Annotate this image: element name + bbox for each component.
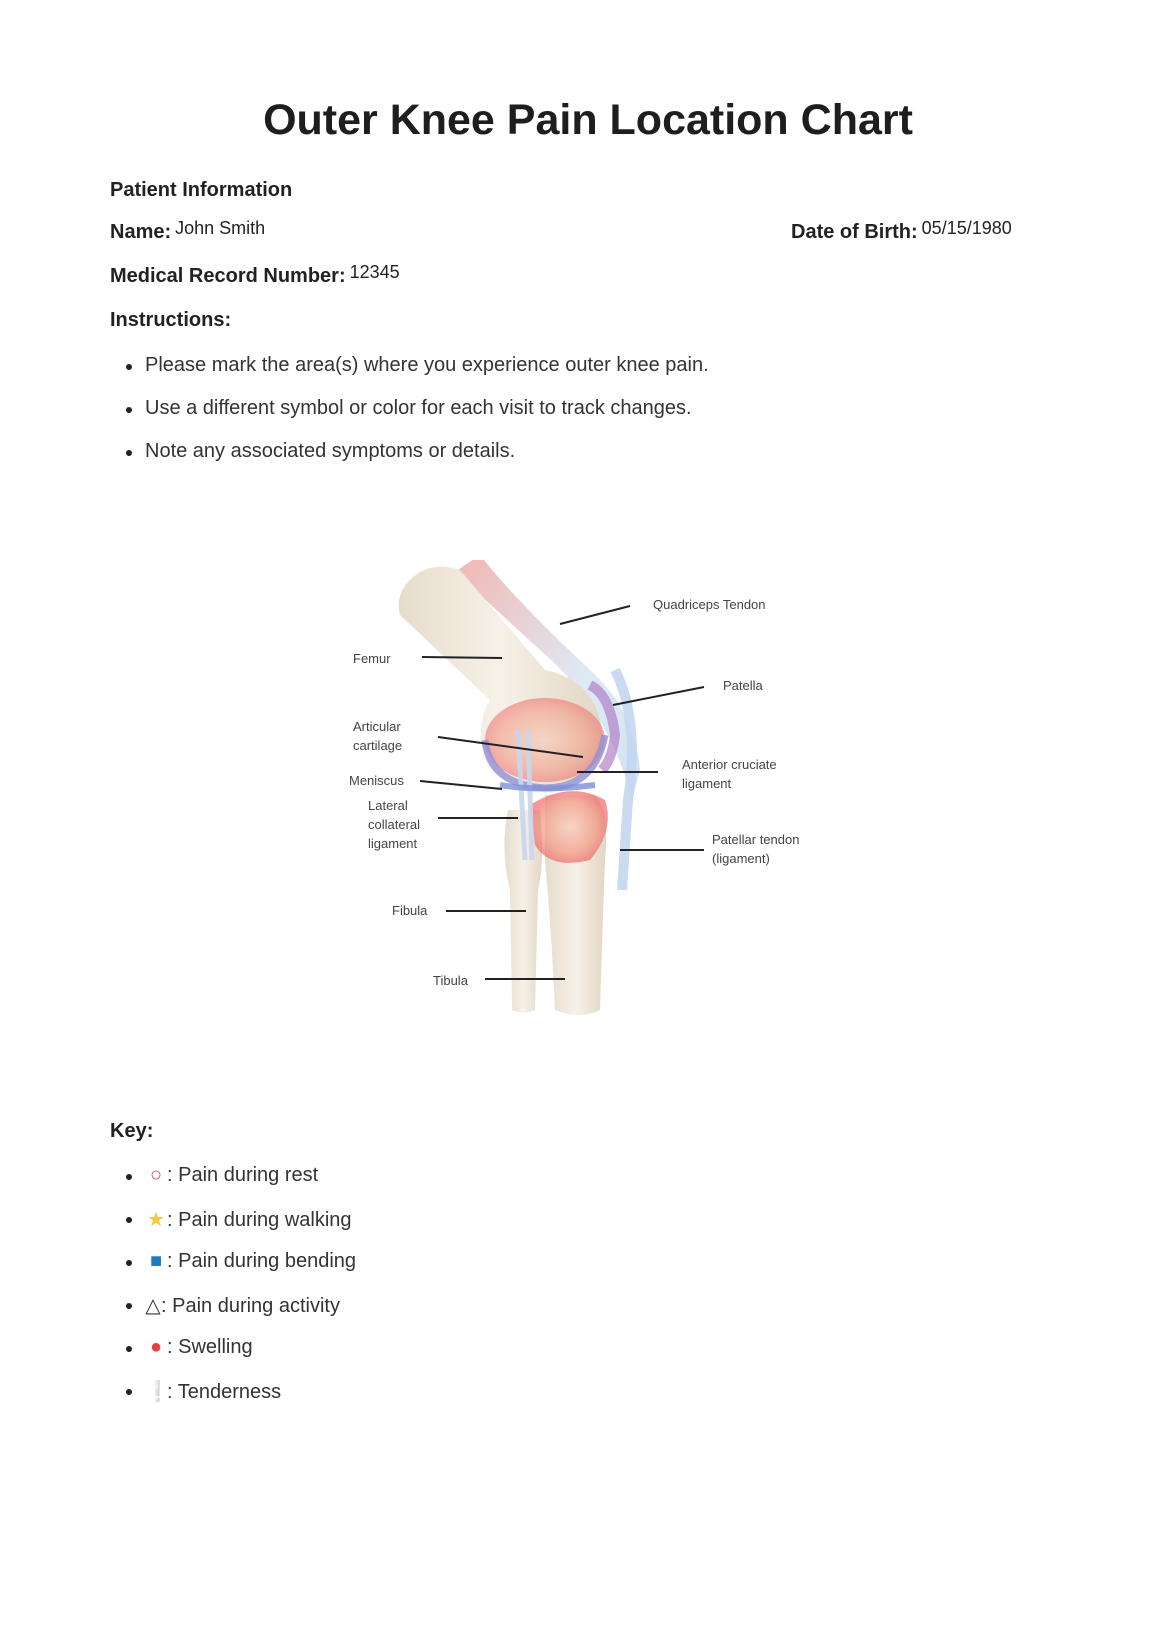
- label-tibula: Tibula: [433, 973, 468, 988]
- key-item: [145, 1250, 356, 1293]
- key-item: [145, 1336, 356, 1379]
- key-text: : Pain during activity: [161, 1295, 340, 1317]
- key-text: : Pain during rest: [167, 1164, 319, 1186]
- page-title: Outer Knee Pain Location Chart: [263, 96, 913, 144]
- dob-value: 05/15/1980: [921, 218, 1012, 238]
- key-text: : Tenderness: [167, 1381, 282, 1403]
- label-meniscus: Meniscus: [349, 773, 404, 788]
- key-item: [145, 1379, 356, 1422]
- label-femur: Femur: [353, 651, 391, 666]
- key-text: : Swelling: [167, 1336, 253, 1358]
- label-acl: Anterior cruciate: [682, 757, 777, 772]
- mrn-value: 12345: [349, 262, 400, 282]
- key-text: : Pain during bending: [167, 1250, 357, 1272]
- instruction-item: Use a different symbol or color for each visit to track changes.: [145, 397, 709, 440]
- label-patella: Patella: [723, 678, 763, 693]
- label-lcl: Lateral: [368, 798, 408, 813]
- key-item: [145, 1207, 356, 1250]
- name-field: [110, 218, 266, 244]
- key-list: [145, 1164, 356, 1422]
- instructions-heading: Instructions:: [110, 309, 232, 331]
- star-icon: ★: [147, 1209, 165, 1231]
- key-item: [145, 1293, 356, 1336]
- circle-icon: ○: [149, 1164, 163, 1186]
- patient-info-heading: Patient Information: [110, 179, 293, 201]
- label-lcl-3: ligament: [368, 836, 418, 851]
- knee-anatomy-diagram: [340, 560, 860, 1040]
- mrn-label: Medical Record Number:: [110, 265, 346, 287]
- dob-label: Date of Birth:: [791, 221, 918, 243]
- name-label: Name:: [110, 221, 172, 243]
- label-articular-cartilage: Articular: [353, 719, 401, 734]
- label-fibula: Fibula: [392, 903, 428, 918]
- label-lcl-2: collateral: [368, 817, 421, 832]
- label-patellar-tendon: Patellar tendon: [712, 832, 800, 847]
- apple-icon: ●: [149, 1336, 163, 1358]
- label-quadriceps-tendon: Quadriceps Tendon: [653, 597, 766, 612]
- key-item: [145, 1164, 356, 1207]
- mrn-field: [110, 262, 400, 288]
- label-acl-2: ligament: [682, 776, 732, 791]
- name-value: John Smith: [175, 218, 266, 238]
- label-patellar-tendon-2: (ligament): [712, 851, 770, 866]
- square-icon: ■: [149, 1250, 163, 1272]
- key-heading: Key:: [110, 1120, 154, 1142]
- instruction-item: Note any associated symptoms or details.: [145, 440, 709, 483]
- knee-illustration: [399, 560, 640, 1015]
- instruction-item: Please mark the area(s) where you experience outer knee pain.: [145, 354, 709, 397]
- key-text: : Pain during walking: [167, 1209, 352, 1231]
- label-articular-cartilage-2: cartilage: [353, 738, 403, 753]
- triangle-icon: △: [145, 1295, 161, 1317]
- dob-field: [791, 218, 1012, 244]
- exclamation-icon: ❕: [145, 1381, 170, 1403]
- instructions-list: [145, 354, 709, 483]
